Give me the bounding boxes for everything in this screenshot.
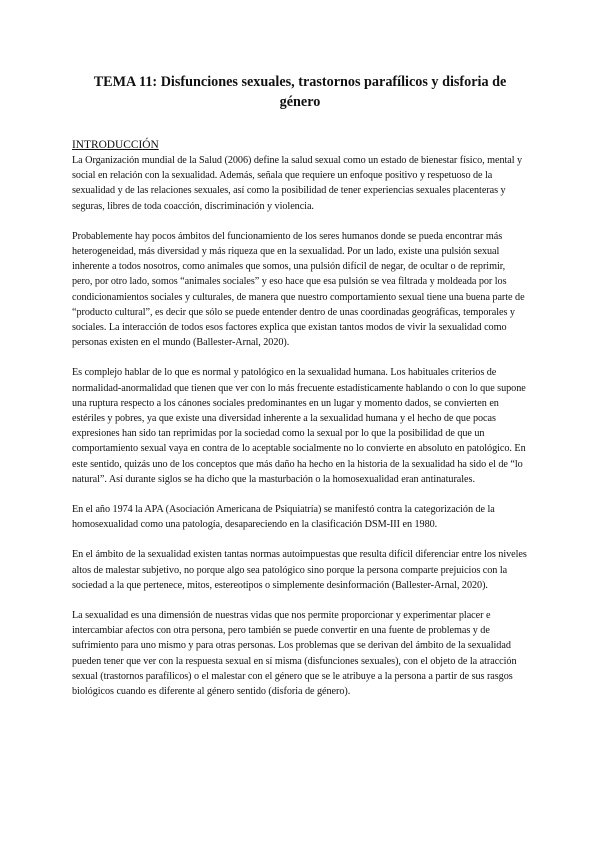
paragraph-5: En el ámbito de la sexualidad existen tantas normas autoimpuestas que resulta difícil diferenciar entre los niveles altos de malestar subjetivo, no porque algo sea patológico sino porque la persona comparte prejuicios con la sociedad a la que pertenece, mitos, estereotipos o simplemente desinformación (Ballester-Arnal, 2020). (72, 549, 527, 591)
page-title: TEMA 11: Disfunciones sexuales, trastornos parafílicos y disforia de género (93, 74, 507, 110)
paragraph-4: En el año 1974 la APA (Asociación Americana de Psiquiatría) se manifestó contra la categorización de la homosexualidad como una patología, desapareciendo en la clasificación DSM-III en 1980. (72, 504, 495, 531)
paragraph-1: La Organización mundial de la Salud (2006) define la salud sexual como un estado de bienestar físico, mental y social en relación con la sexualidad. Además, señala que requiere un enfoque positivo y respetuoso de la sexualidad y de las relaciones sexuales, así como la posibilidad de tener experiencias sexuales placenteras y seguras, libres de toda coacción, discriminación y violencia. (72, 155, 523, 212)
section-heading-introduccion: INTRODUCCIÓN (72, 139, 159, 151)
paragraph-2: Probablemente hay pocos ámbitos del funcionamiento de los seres humanos donde se pueda encontrar más heterogeneidad, más diversidad y más riqueza que en la sexualidad. Por un lado, existe una pulsión sexual inherente a todos nosotros, como animales que somos, una pulsión difícil de negar, de ocultar o de reprimir, pero, por otro lado, somos “animales sociales” y eso hace que esa pulsión se vea filtrada y moldeada por los condicionamientos sociales y culturales, de manera que nuestro comportamiento sexual tiene una buena parte de “producto cultural”, es decir que sólo se puede entender dentro de unas coordinadas geográficas, temporales y sociales. La interacción de todos esos factores explica que existan tantos modos de vivir la sexualidad como personas existen en el mundo (Ballester-Arnal, 2020). (72, 230, 525, 349)
document-page (72, 72, 528, 714)
paragraph-3: Es complejo hablar de lo que es normal y patológico en la sexualidad humana. Los habituales criterios de normalidad-anormalidad que tienen que ver con lo más frecuente estadísticamente hablando o con lo que supone una ruptura respecto a los cánones sociales predominantes en un lugar y momento dados, se convierten en estériles y pobres, ya que existe una diversidad inherente a la sexualidad humana y el hecho de que pocas expresiones han sido tan reprimidas por la sociedad como la sexual por lo que la posibilidad de que un comportamiento sexual vaya en contra de lo aceptable socialmente no lo convierte en absoluto en patológico. En este sentido, quizás uno de los conceptos que más daño ha hecho en la historia de la sexualidad ha sido el de “lo natural”. Así durante siglos se ha dicho que la masturbación o la homosexualidad eran antinaturales. (72, 367, 526, 485)
paragraph-6: La sexualidad es una dimensión de nuestras vidas que nos permite proporcionar y experimentar placer e intercambiar afectos con otra persona, pero también se puede convertir en una fuente de problemas y de sufrimiento para uno mismo y para otras personas. Los problemas que se derivan del ámbito de la sexualidad pueden tener que ver con la respuesta sexual en sí misma (disfunciones sexuales), con el objeto de la atracción sexual (trastornos parafílicos) o el malestar con el género que se le atribuye a la persona a partir de sus rasgos biológicos cuando es diferente al género sentido (disforia de género). (72, 610, 517, 698)
